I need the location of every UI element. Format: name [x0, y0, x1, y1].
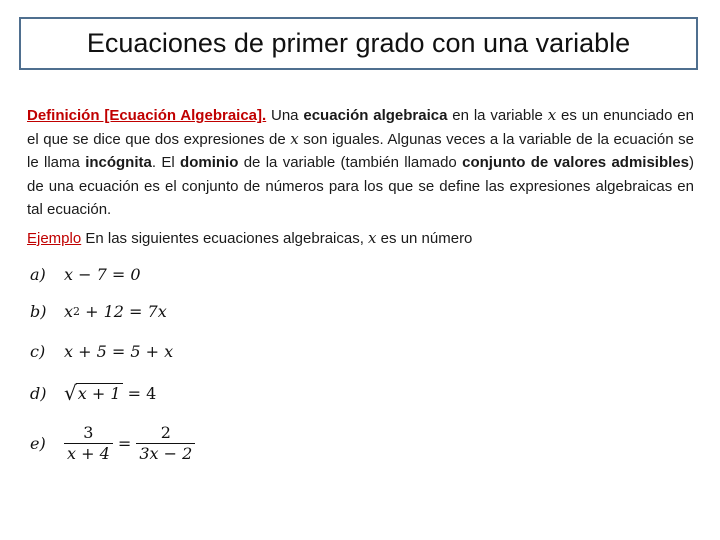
example-text: En las siguientes ecuaciones algebraicas, [81, 230, 369, 247]
def-bold-dominio: dominio [180, 154, 239, 171]
definition-heading: Definición [Ecuación Algebraica]. [27, 107, 267, 124]
equation-b-exponent: 2 [73, 305, 81, 318]
fraction-left [64, 423, 113, 464]
definition-paragraph [27, 104, 694, 222]
fraction-left-numerator: 3 [83, 423, 94, 442]
fraction-right-numerator: 2 [160, 423, 171, 442]
def-variable-x: x [547, 106, 557, 124]
equation-d-rest: = 4 [122, 383, 157, 403]
def-bold-ecuacion: ecuación algebraica [303, 107, 448, 124]
def-text-1: Una [266, 107, 304, 124]
equation-label-c: c) [30, 342, 46, 361]
def-text-5: . El [151, 154, 181, 171]
sqrt-symbol: √ [64, 381, 77, 405]
equation-b-rest: + 12 = 7x [80, 302, 167, 321]
def-text-3: es un enunciado en el que se dice que dos expresiones de [27, 107, 694, 148]
fraction-right [136, 423, 195, 464]
title-box [19, 17, 698, 70]
fraction-right-denominator: 3x − 2 [136, 443, 195, 464]
def-text-7: ) de una ecuación es el conjunto de números para los que se define las expresiones algebraicas en tal ecuación. [27, 154, 694, 218]
equation-label-e: e) [30, 434, 46, 453]
def-bold-incognita: incógnita [85, 154, 152, 171]
equation-expr-c: x + 5 = 5 + x [64, 342, 174, 361]
def-text-2: en la variable [447, 107, 548, 124]
def-text-4: son iguales. Algunas veces a la variable de la ecuación se le llama [27, 130, 694, 171]
equation-e [30, 423, 195, 464]
def-text-6: de la variable (también llamado [238, 154, 463, 171]
equation-b [30, 302, 167, 321]
equation-b-base: x [64, 302, 74, 321]
def-bold-conjunto: conjunto de valores admisibles [462, 154, 689, 171]
equation-label-b: b) [30, 302, 47, 321]
example-tail: es un número [376, 230, 473, 247]
fraction-left-denominator: x + 4 [64, 443, 113, 464]
example-heading: Ejemplo [27, 230, 82, 247]
equation-d [30, 381, 156, 405]
equation-e-equals: = [112, 434, 137, 453]
equation-expr-a: x − 7 = 0 [64, 265, 141, 284]
example-line [27, 229, 472, 247]
def-variable-x-2: x [290, 129, 299, 148]
example-variable-x: x [368, 229, 377, 247]
equation-a [30, 265, 141, 284]
equation-d-radicand: x + 1 [77, 384, 121, 403]
equation-label-a: a) [30, 265, 46, 284]
equation-c [30, 342, 173, 361]
equation-label-d: d) [30, 383, 47, 403]
slide-title: Ecuaciones de primer grado con una variable [86, 28, 631, 58]
